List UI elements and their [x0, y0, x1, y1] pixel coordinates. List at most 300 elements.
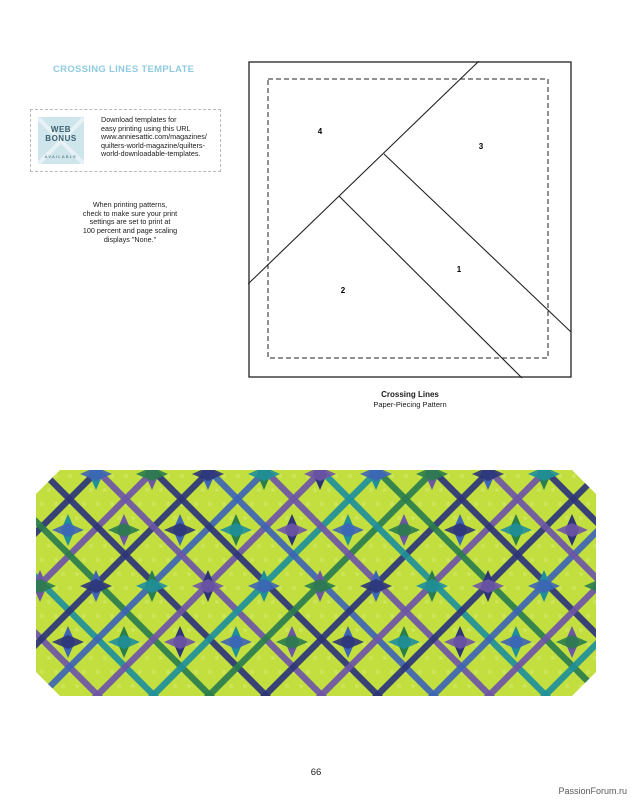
quilt-texture-dot	[523, 628, 527, 632]
quilt-texture-dot	[453, 572, 457, 576]
quilt-texture-dot	[376, 502, 380, 506]
quilt-texture-dot	[579, 684, 583, 688]
quilt-texture-dot	[47, 600, 51, 604]
quilt-texture-dot	[236, 474, 240, 478]
quilt-texture-dot	[327, 544, 331, 548]
quilt-texture-dot	[145, 600, 149, 604]
quilt-texture-dot	[173, 516, 177, 520]
quilt-texture-dot	[432, 614, 436, 618]
page-number: 66	[310, 767, 322, 778]
quilt-texture-dot	[208, 558, 212, 562]
quilt-texture-dot	[215, 544, 219, 548]
quilt-texture-dot	[159, 656, 163, 660]
quilt-texture-dot	[159, 600, 163, 604]
quilt-texture-dot	[61, 516, 65, 520]
quilt-texture-dot	[75, 516, 79, 520]
quilt-texture-dot	[152, 670, 156, 674]
quilt-texture-dot	[390, 670, 394, 674]
quilt-texture-dot	[544, 502, 548, 506]
quilt-texture-dot	[180, 586, 184, 590]
quilt-texture-dot	[551, 600, 555, 604]
quilt-texture-dot	[47, 488, 51, 492]
quilt-texture-dot	[425, 656, 429, 660]
bonus-text-line: Download templates for	[101, 115, 177, 124]
quilt-texture-dot	[502, 558, 506, 562]
template-piece-label-3: 3	[478, 142, 484, 151]
quilt-texture-dot	[362, 502, 366, 506]
quilt-texture-dot	[348, 586, 352, 590]
quilt-texture-dot	[509, 516, 513, 520]
quilt-texture-dot	[131, 628, 135, 632]
quilt-texture-dot	[117, 572, 121, 576]
quilt-texture-dot	[425, 600, 429, 604]
quilt-texture-dot	[180, 474, 184, 478]
quilt-texture-dot	[215, 656, 219, 660]
quilt-texture-dot	[446, 670, 450, 674]
quilt-texture-dot	[299, 516, 303, 520]
quilt-texture-dot	[243, 684, 247, 688]
quilt-texture-dot	[383, 600, 387, 604]
section-title: CROSSING LINES TEMPLATE	[53, 64, 195, 75]
quilt-texture-dot	[82, 502, 86, 506]
quilt-texture-dot	[222, 670, 226, 674]
quilt-texture-dot	[89, 600, 93, 604]
quilt-texture-dot	[61, 572, 65, 576]
quilt-texture-dot	[474, 670, 478, 674]
quilt-texture-dot	[271, 488, 275, 492]
quilt-texture-dot	[474, 558, 478, 562]
quilt-texture-dot	[530, 614, 534, 618]
quilt-texture-dot	[586, 558, 590, 562]
quilt-texture-dot	[362, 614, 366, 618]
quilt-texture-dot	[110, 502, 114, 506]
quilt-texture-dot	[187, 628, 191, 632]
quilt-texture-dot	[453, 628, 457, 632]
quilt-texture-dot	[222, 502, 226, 506]
print-note-line: check to make sure your print	[82, 208, 178, 218]
quilt-texture-dot	[103, 600, 107, 604]
quilt-texture-dot	[40, 474, 44, 478]
template-seam-allowance	[268, 79, 548, 358]
quilt-texture-dot	[257, 600, 261, 604]
quilt-texture-dot	[201, 488, 205, 492]
quilt-texture-dot	[306, 558, 310, 562]
quilt-texture-dot	[502, 670, 506, 674]
quilt-texture-dot	[229, 684, 233, 688]
quilt-texture-dot	[404, 474, 408, 478]
template-piece-label-1: 1	[456, 265, 462, 274]
quilt-texture-dot	[96, 670, 100, 674]
quilt-texture-dot	[383, 544, 387, 548]
quilt-texture-dot	[383, 656, 387, 660]
bonus-url-line[interactable]: quilters-world-magazine/quilters-	[101, 140, 205, 150]
quilt-texture-dot	[565, 684, 569, 688]
quilt-texture-dot	[488, 502, 492, 506]
quilt-texture-dot	[215, 488, 219, 492]
quilt-texture-dot	[257, 488, 261, 492]
quilt-texture-dot	[341, 572, 345, 576]
quilt-texture-dot	[285, 628, 289, 632]
quilt-texture-dot	[481, 600, 485, 604]
quilt-texture-dot	[418, 614, 422, 618]
quilt-texture-dot	[530, 502, 534, 506]
quilt-texture-dot	[278, 614, 282, 618]
badge-web-label: WEB	[50, 125, 72, 134]
quilt-texture-dot	[138, 614, 142, 618]
quilt-texture-dot	[208, 670, 212, 674]
quilt-texture-dot	[229, 572, 233, 576]
quilt-texture-dot	[432, 502, 436, 506]
quilt-texture-dot	[551, 488, 555, 492]
quilt-texture-dot	[488, 558, 492, 562]
quilt-texture-dot	[299, 684, 303, 688]
quilt-texture-dot	[138, 670, 142, 674]
quilt-texture-dot	[558, 614, 562, 618]
quilt-texture-dot	[467, 516, 471, 520]
quilt-texture-dot	[537, 488, 541, 492]
quilt-texture-dot	[411, 516, 415, 520]
caption-title: Crossing Lines	[381, 390, 439, 399]
quilt-texture-dot	[201, 656, 205, 660]
quilt-texture-dot	[586, 614, 590, 618]
quilt-texture-dot	[278, 558, 282, 562]
quilt-texture-dot	[264, 614, 268, 618]
quilt-texture-dot	[509, 572, 513, 576]
quilt-texture-dot	[285, 684, 289, 688]
quilt-texture-dot	[82, 614, 86, 618]
quilt-texture-dot	[54, 558, 58, 562]
quilt-texture-dot	[439, 544, 443, 548]
quilt-texture-dot	[481, 656, 485, 660]
quilt-texture-dot	[264, 670, 268, 674]
quilt-texture-dot	[82, 558, 86, 562]
quilt-texture-dot	[208, 502, 212, 506]
quilt-texture-dot	[152, 614, 156, 618]
quilt-texture-dot	[75, 628, 79, 632]
quilt-texture-dot	[425, 488, 429, 492]
quilt-texture-dot	[579, 572, 583, 576]
quilt-texture-dot	[96, 502, 100, 506]
quilt-texture-dot	[250, 614, 254, 618]
quilt-texture-dot	[572, 474, 576, 478]
quilt-texture-dot	[572, 586, 576, 590]
quilt-texture-dot	[376, 614, 380, 618]
quilt-texture-dot	[439, 488, 443, 492]
quilt-texture-dot	[362, 670, 366, 674]
quilt-texture-dot	[397, 516, 401, 520]
quilt-texture-dot	[369, 488, 373, 492]
quilt-texture-dot	[523, 684, 527, 688]
quilt-texture-dot	[467, 684, 471, 688]
quilt-texture-dot	[89, 544, 93, 548]
quilt-texture-dot	[138, 502, 142, 506]
quilt-texture-dot	[565, 516, 569, 520]
quilt-texture-dot	[201, 600, 205, 604]
print-note	[68, 201, 192, 245]
quilt-texture-dot	[481, 488, 485, 492]
quilt-texture-dot	[306, 670, 310, 674]
quilt-texture-dot	[194, 614, 198, 618]
quilt-texture-dot	[208, 614, 212, 618]
quilt-texture-dot	[439, 600, 443, 604]
quilt-texture-dot	[243, 572, 247, 576]
quilt-texture-dot	[495, 656, 499, 660]
web-bonus-text	[101, 116, 221, 159]
quilt-texture-dot	[194, 558, 198, 562]
quilt-texture-dot	[411, 628, 415, 632]
quilt-texture-dot	[103, 488, 107, 492]
quilt-texture-dot	[327, 656, 331, 660]
quilt-texture-dot	[551, 544, 555, 548]
quilt-texture-dot	[369, 544, 373, 548]
quilt-texture-dot	[215, 600, 219, 604]
quilt-texture-dot	[418, 502, 422, 506]
print-note-line: 100 percent and page scaling	[82, 226, 178, 236]
quilt-texture-dot	[187, 516, 191, 520]
quilt-texture-dot	[40, 502, 44, 506]
quilt-texture-dot	[334, 558, 338, 562]
quilt-texture-dot	[502, 614, 506, 618]
quilt-texture-dot	[565, 628, 569, 632]
quilt-texture-dot	[362, 558, 366, 562]
quilt-texture-dot	[194, 670, 198, 674]
quilt-texture-dot	[278, 502, 282, 506]
quilt-texture-dot	[292, 586, 296, 590]
quilt-texture-dot	[285, 516, 289, 520]
quilt-texture-dot	[271, 544, 275, 548]
quilt-texture-dot	[586, 670, 590, 674]
bonus-url-line[interactable]: www.anniesattic.com/magazines/	[101, 132, 207, 142]
quilt-texture-dot	[502, 502, 506, 506]
badge-available-label: AVAILABLE	[44, 154, 78, 159]
quilt-texture-dot	[523, 572, 527, 576]
quilt-texture-dot	[397, 628, 401, 632]
quilt-texture-dot	[495, 488, 499, 492]
badge-bonus-label: BONUS	[45, 134, 77, 143]
quilt-texture-dot	[390, 502, 394, 506]
quilt-texture-dot	[355, 516, 359, 520]
quilt-texture-dot	[145, 488, 149, 492]
quilt-texture-dot	[369, 656, 373, 660]
quilt-texture-dot	[243, 516, 247, 520]
bonus-url-line[interactable]: world-downloadable-templates.	[101, 149, 201, 159]
quilt-texture-dot	[110, 614, 114, 618]
quilt-texture-dot	[411, 572, 415, 576]
quilt-texture-dot	[355, 572, 359, 576]
quilt-texture-dot	[558, 670, 562, 674]
caption-subtitle: Paper-Piecing Pattern	[373, 400, 447, 409]
quilt-texture-dot	[299, 628, 303, 632]
quilt-texture-dot	[61, 628, 65, 632]
quilt-texture-dot	[558, 558, 562, 562]
quilt-texture-dot	[124, 586, 128, 590]
quilt-texture-dot	[40, 670, 44, 674]
quilt-texture-dot	[544, 558, 548, 562]
quilt-texture-dot	[355, 684, 359, 688]
quilt-texture-dot	[390, 614, 394, 618]
quilt-texture-dot	[264, 502, 268, 506]
quilt-texture-dot	[341, 628, 345, 632]
quilt-texture-dot	[166, 502, 170, 506]
quilt-texture-dot	[40, 614, 44, 618]
quilt-texture-dot	[222, 558, 226, 562]
quilt-texture-dot	[47, 656, 51, 660]
quilt-texture-dot	[320, 558, 324, 562]
quilt-texture-dot	[460, 586, 464, 590]
web-bonus-box	[30, 109, 221, 172]
quilt-texture-dot	[166, 558, 170, 562]
quilt-texture-dot	[236, 586, 240, 590]
template-seam-line-3	[384, 154, 571, 332]
quilt-texture-dot	[320, 502, 324, 506]
quilt-texture-dot	[89, 656, 93, 660]
template-piece-label-4: 4	[317, 127, 323, 136]
quilt-texture-dot	[453, 516, 457, 520]
bonus-text-line: easy printing using this URL	[101, 123, 191, 133]
quilt-texture-dot	[54, 474, 58, 478]
quilt-texture-dot	[250, 670, 254, 674]
quilt-texture-dot	[446, 558, 450, 562]
quilt-texture-dot	[54, 670, 58, 674]
quilt-texture-dot	[516, 586, 520, 590]
quilt-texture-dot	[579, 516, 583, 520]
quilt-texture-dot	[355, 628, 359, 632]
quilt-texture-dot	[278, 670, 282, 674]
quilt-texture-dot	[397, 572, 401, 576]
quilt-texture-dot	[257, 544, 261, 548]
quilt-texture-dot	[96, 614, 100, 618]
quilt-texture-dot	[306, 502, 310, 506]
template-piece-labels	[318, 127, 484, 295]
quilt-texture-dot	[117, 684, 121, 688]
quilt-texture-dot	[229, 516, 233, 520]
quilt-texture-dot	[243, 628, 247, 632]
quilt-texture-dot	[579, 628, 583, 632]
quilt-texture-dot	[124, 474, 128, 478]
quilt-texture-dot	[432, 670, 436, 674]
quilt-texture-dot	[285, 572, 289, 576]
quilt-texture-dot	[467, 572, 471, 576]
quilt-texture-dot	[341, 516, 345, 520]
quilt-texture-dot	[404, 586, 408, 590]
quilt-texture-dot	[271, 600, 275, 604]
quilt-texture-dot	[530, 670, 534, 674]
template-seam-line-4	[248, 61, 479, 284]
quilt-texture-dot	[110, 558, 114, 562]
quilt-texture-dot	[96, 558, 100, 562]
quilt-texture-dot	[453, 684, 457, 688]
quilt-texture-dot	[446, 614, 450, 618]
template-piece-label-2: 2	[340, 286, 346, 295]
quilt-texture-dot	[488, 614, 492, 618]
quilt-texture-dot	[47, 544, 51, 548]
quilt-texture-dot	[117, 628, 121, 632]
quilt-star-point	[584, 470, 596, 481]
quilt-texture-dot	[467, 628, 471, 632]
quilt-texture-dot	[313, 544, 317, 548]
quilt-texture-dot	[327, 488, 331, 492]
quilt-texture-dot	[40, 558, 44, 562]
quilt-texture-dot	[474, 614, 478, 618]
quilt-texture-dot	[110, 670, 114, 674]
quilt-texture-dot	[138, 558, 142, 562]
quilt-texture-dot	[68, 586, 72, 590]
quilt-texture-dot	[250, 558, 254, 562]
quilt-texture-dot	[418, 558, 422, 562]
quilt-texture-dot	[551, 656, 555, 660]
paper-piecing-template	[248, 61, 572, 379]
quilt-texture-dot	[131, 572, 135, 576]
quilt-texture-dot	[376, 558, 380, 562]
quilt-texture-dot	[68, 474, 72, 478]
quilt-texture-dot	[54, 502, 58, 506]
quilt-texture-dot	[495, 544, 499, 548]
quilt-star-point	[593, 470, 596, 490]
quilt-texture-dot	[103, 656, 107, 660]
quilt-texture-dot	[201, 544, 205, 548]
quilt-texture-dot	[257, 656, 261, 660]
quilt-texture-dot	[418, 670, 422, 674]
quilt-texture-dot	[54, 614, 58, 618]
quilt-texture-dot	[516, 474, 520, 478]
quilt-texture-dot	[152, 502, 156, 506]
quilt-texture-dot	[488, 670, 492, 674]
print-note-line: When printing patterns,	[92, 200, 168, 209]
quilt-texture-dot	[313, 656, 317, 660]
quilt-texture-dot	[565, 572, 569, 576]
quilt-texture-dot	[593, 684, 596, 688]
quilt-texture-dot	[264, 558, 268, 562]
quilt-texture-dot	[537, 656, 541, 660]
quilt-texture-dot	[369, 600, 373, 604]
print-note-line: displays "None."	[103, 234, 157, 244]
quilt-texture-dot	[299, 572, 303, 576]
quilt-texture-dot	[327, 600, 331, 604]
quilt-table-runner-photo	[36, 470, 596, 696]
quilt-texture-dot	[411, 684, 415, 688]
quilt-texture-dot	[586, 474, 590, 478]
quilt-texture-dot	[173, 684, 177, 688]
quilt-texture-dot	[544, 670, 548, 674]
quilt-texture-dot	[460, 474, 464, 478]
quilt-texture-dot	[432, 558, 436, 562]
quilt-texture-dot	[439, 656, 443, 660]
quilt-texture-dot	[425, 544, 429, 548]
quilt-texture-dot	[194, 502, 198, 506]
quilt-texture-dot	[313, 488, 317, 492]
quilt-texture-dot	[173, 572, 177, 576]
quilt-texture-dot	[397, 684, 401, 688]
quilt-texture-dot	[229, 628, 233, 632]
quilt-texture-dot	[558, 502, 562, 506]
quilt-texture-dot	[509, 684, 513, 688]
quilt-texture-dot	[103, 544, 107, 548]
quilt-texture-dot	[82, 670, 86, 674]
quilt-texture-dot	[250, 502, 254, 506]
quilt-texture-dot	[75, 572, 79, 576]
quilt-texture-dot	[523, 516, 527, 520]
watermark: PassionForum.ru	[558, 786, 627, 796]
quilt-texture-dot	[166, 614, 170, 618]
quilt-texture-dot	[383, 488, 387, 492]
quilt-texture-dot	[159, 544, 163, 548]
quilt-texture-dot	[334, 614, 338, 618]
quilt-texture-dot	[152, 558, 156, 562]
quilt-texture-dot	[117, 516, 121, 520]
quilt-texture-dot	[131, 684, 135, 688]
quilt-texture-dot	[306, 614, 310, 618]
quilt-texture-dot	[481, 544, 485, 548]
